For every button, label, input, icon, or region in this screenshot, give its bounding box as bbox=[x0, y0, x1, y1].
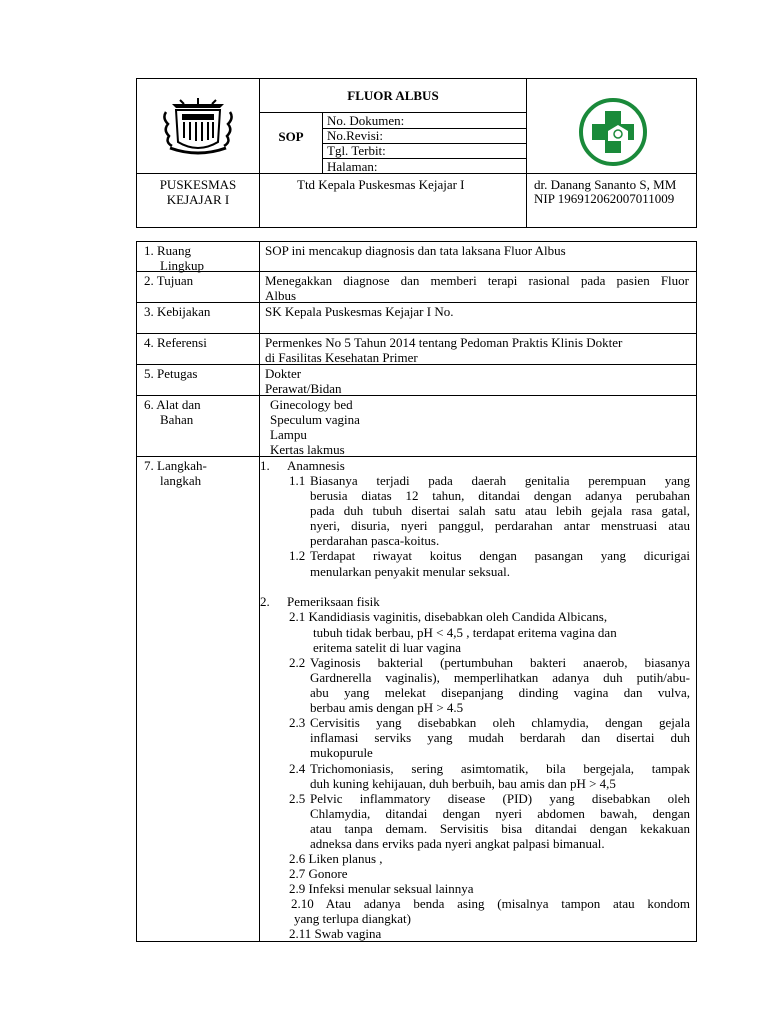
alat-item: Kertas lakmus bbox=[270, 442, 345, 457]
regional-emblem-icon bbox=[160, 98, 236, 158]
step-2-11: 2.11 Swab vagina bbox=[289, 926, 382, 941]
puskesmas-cross-logo-icon bbox=[578, 97, 648, 167]
alat-item: Speculum vagina bbox=[270, 412, 360, 427]
step-1-1-line: Biasanya terjadi pada daerah genitalia perempuan yang bbox=[310, 473, 690, 488]
step-2-5-line: atau tanpa demam. Servisitis bisa ditandai dengan kekakuan bbox=[310, 821, 690, 836]
step-2-1-line: 2.1 Kandidiasis vaginitis, disebabkan oleh Candida Albicans, bbox=[289, 609, 608, 624]
step-2-2-number: 2.2 bbox=[289, 655, 306, 670]
step-1-2-number: 1.2 bbox=[289, 548, 306, 563]
petugas-item: Dokter bbox=[265, 366, 302, 381]
tujuan-value-1: Menegakkan diagnose dan memberi terapi rasional pada pasien Fluor bbox=[265, 273, 689, 288]
step-2-2-line: Vaginosis bakterial (pertumbuhan bakteri anaerob, biasanya bbox=[310, 655, 690, 670]
petugas-item: Perawat/Bidan bbox=[265, 381, 342, 396]
referensi-value-2: di Fasilitas Kesehatan Primer bbox=[265, 350, 418, 365]
step-2-title: Pemeriksaan fisik bbox=[287, 594, 380, 609]
alat-item: Ginecology bed bbox=[270, 397, 353, 412]
step-2-5-line: Chlamydia, ditandai dengan nyeri abdomen bawah, dengan bbox=[310, 806, 690, 821]
step-1-2-line: menularkan penyakit menular seksual. bbox=[310, 564, 510, 579]
step-2-3-line: mukopurule bbox=[310, 745, 373, 760]
row-label-kebijakan: 3. Kebijakan bbox=[144, 304, 211, 319]
org-name-line2: KEJAJAR I bbox=[166, 192, 230, 207]
signer-name: dr. Danang Sananto S, MM bbox=[534, 177, 677, 192]
step-2-5-line: Pelvic inflammatory disease (PID) yang disebabkan oleh bbox=[310, 791, 690, 806]
row-label-langkah: 7. Langkah- bbox=[144, 458, 207, 473]
step-2-1-line: tubuh tidak berbau, pH < 4,5 , terdapat eritema vagina dan bbox=[313, 625, 617, 640]
step-2-10-line: yang terlupa diangkat) bbox=[294, 911, 411, 926]
row-label-langkah-2: langkah bbox=[160, 473, 202, 488]
step-2-1-line: eritema satelit di luar vagina bbox=[313, 640, 461, 655]
step-2-3-number: 2.3 bbox=[289, 715, 306, 730]
row-label-tujuan: 2. Tujuan bbox=[144, 273, 194, 288]
step-1-title: Anamnesis bbox=[287, 458, 345, 473]
row-label-ruang: 1. Ruang bbox=[144, 243, 191, 258]
step-2-4-line: Trichomoniasis, sering asimtomatik, bila bergejala, tampak bbox=[310, 761, 690, 776]
signer-nip: NIP 196912062007011009 bbox=[534, 191, 675, 206]
step-2-6: 2.6 Liken planus , bbox=[289, 851, 383, 866]
kebijakan-value: SK Kepala Puskesmas Kejajar I No. bbox=[265, 304, 454, 319]
sop-label: SOP bbox=[278, 129, 304, 144]
tujuan-value-2: Albus bbox=[265, 288, 297, 303]
step-2-number: 2. bbox=[260, 594, 270, 609]
step-2-9: 2.9 Infeksi menular seksual lainnya bbox=[289, 881, 474, 896]
step-1-number: 1. bbox=[260, 458, 270, 473]
step-2-3-line: Cervisitis yang disebabkan oleh chlamydia, dengan gejala bbox=[310, 715, 690, 730]
step-1-1-line: nyeri, disuria, nyeri panggul, perdarahan antar menstruasi atau bbox=[310, 518, 690, 533]
doc-field-terbit: Tgl. Terbit: bbox=[327, 143, 386, 158]
row-label-ruang-2: Lingkup bbox=[160, 258, 205, 273]
doc-field-nomor: No. Dokumen: bbox=[327, 113, 405, 128]
row-label-referensi: 4. Referensi bbox=[144, 335, 207, 350]
step-2-7: 2.7 Gonore bbox=[289, 866, 348, 881]
row-label-alat: 6. Alat dan bbox=[144, 397, 201, 412]
referensi-value-1: Permenkes No 5 Tahun 2014 tentang Pedoman Praktis Klinis Dokter bbox=[265, 335, 623, 350]
step-1-1-line: perdarahan pasca-koitus. bbox=[310, 533, 440, 548]
step-1-1-line: pada duh tubuh disertai salah satu atau lebih gejala rasa gatal, bbox=[310, 503, 690, 518]
step-1-2-line: Terdapat riwayat koitus dengan pasangan yang dicurigai bbox=[310, 548, 690, 563]
alat-item: Lampu bbox=[270, 427, 307, 442]
step-2-4-line: duh kuning kehijauan, duh berbuih, bau amis dan pH > 4,5 bbox=[310, 776, 616, 791]
step-2-3-line: inflamasi serviks yang mudah berdarah dan disertai duh bbox=[310, 730, 690, 745]
step-2-2-line: abu yang melekat disepanjang dinding vagina dan vulva, bbox=[310, 685, 690, 700]
step-1-1-line: berusia diatas 12 tahun, ditandai dengan adanya perubahan bbox=[310, 488, 690, 503]
doc-field-revisi: No.Revisi: bbox=[327, 128, 383, 143]
step-2-5-number: 2.5 bbox=[289, 791, 306, 806]
step-2-2-line: Gardnerella vaginalis), memperlihatkan adanya duh putih/abu- bbox=[310, 670, 690, 685]
row-label-alat-2: Bahan bbox=[160, 412, 194, 427]
ruang-value: SOP ini mencakup diagnosis dan tata laksana Fluor Albus bbox=[265, 243, 566, 258]
org-name-line1: PUSKESMAS bbox=[159, 177, 237, 192]
doc-field-halaman: Halaman: bbox=[327, 159, 378, 174]
step-1-1-number: 1.1 bbox=[289, 473, 306, 488]
step-2-4-number: 2.4 bbox=[289, 761, 306, 776]
document-title: FLUOR ALBUS bbox=[347, 88, 439, 103]
step-2-5-line: adneksa dans erviks pada nyeri angkat palpasi bimanual. bbox=[310, 836, 605, 851]
row-label-petugas: 5. Petugas bbox=[144, 366, 198, 381]
step-2-10-line: 2.10 Atau adanya benda asing (misalnya tampon atau kondom bbox=[291, 896, 690, 911]
step-2-2-line: berbau amis dengan pH > 4.5 bbox=[310, 700, 464, 715]
signature-label: Ttd Kepala Puskesmas Kejajar I bbox=[297, 177, 465, 192]
